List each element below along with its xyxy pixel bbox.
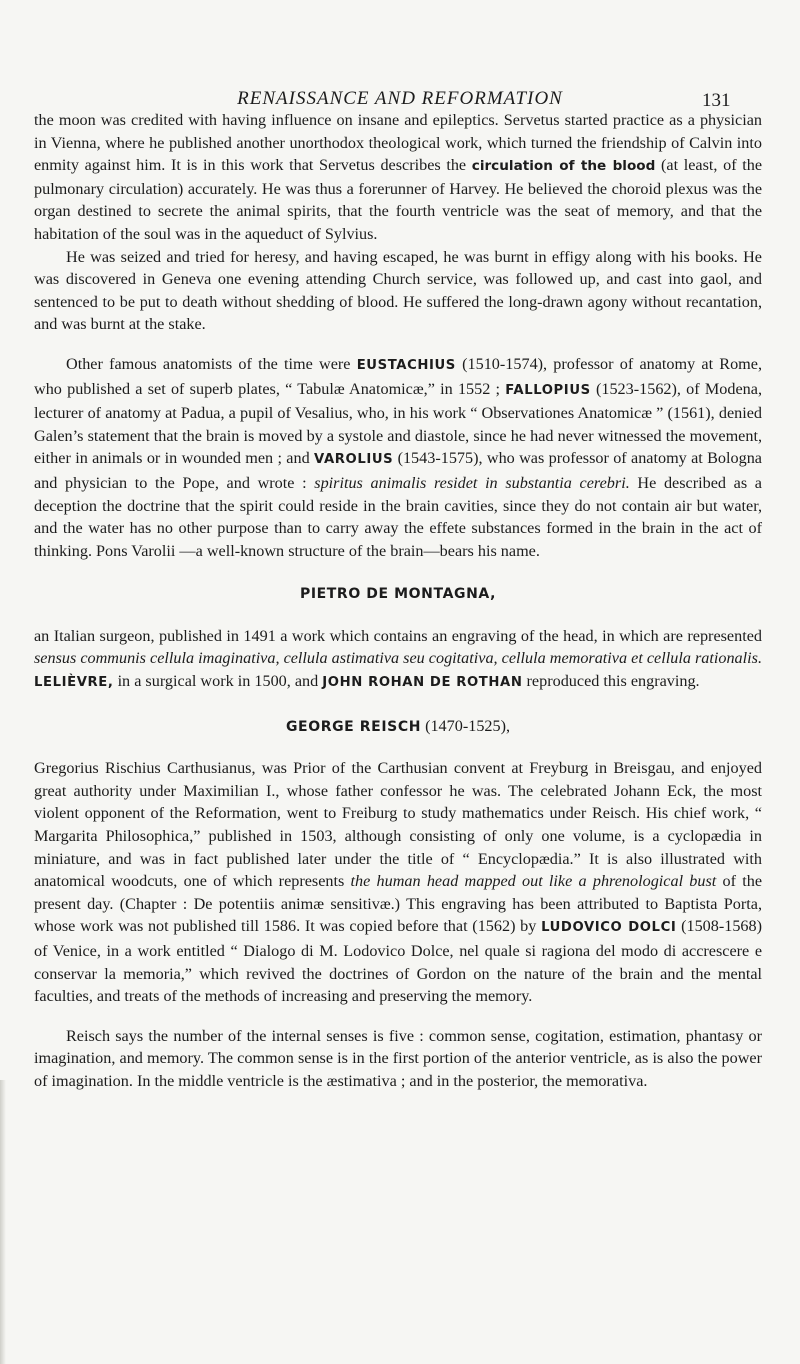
paragraph-reisch: Gregorius Rischius Carthusianus, was Prior of the Carthusian convent at Freyburg in Breisgau, and enjoyed great authority under Maximilian I., whose father confessor he was. The celebrated Johann Eck, the most violent opponent of the Reformation, went to Freiburg to study mathematics under Reisch. His chief work, “ Margarita Philosophica,” published in 1503, although consisting of only one volume, is a cyclopædia in miniature, and was in fact published later under the title of “ Encyclopædia.” It is also illustrated with anatomical woodcuts, one of which represents the human head mapped out like a phrenological bust of the present day. (Chapter : De potentiis animæ sensitivæ.) This engraving has been attributed to Baptista Porta, whose work was not published till 1586. It was copied before that (1562) by LUDOVICO DOLCI (1508-1568) of Venice, in a work entitled “ Dialogo di M. Lodovico Dolce, nel quale si ragiona del modo di accrescere e conservar la memoria,” which revived the doctrines of Gordon on the nature of the brain and the mental faculties, and treats of the methods of increasing and preserving the memory. bbox=[34, 759, 763, 1006]
section-heading-montagna: PIETRO DE MONTAGNA, bbox=[299, 586, 497, 603]
name-rohan: JOHN ROHAN DE ROTHAN bbox=[322, 675, 523, 691]
running-title: RENAISSANCE AND REFORMATION bbox=[237, 88, 563, 109]
body-text bbox=[34, 109, 762, 1093]
name-eustachius: EUSTACHIUS bbox=[356, 357, 456, 373]
latin-quote-varolius: spiritus animalis residet in substantia cerebri. bbox=[314, 473, 630, 492]
emphasis-circulation: circulation of the blood bbox=[471, 158, 656, 175]
paragraph-montagna: an Italian surgeon, published in 1491 a work which contains an engraving of the head, in which are represented sensus communis cellula imaginativa, cellula astimativa seu cogitativa, cellula memorativa et cellula rationalis. LELIÈVRE, in a surgical work in 1500, and JOHN ROHAN DE ROTHAN reproduced this engraving. bbox=[34, 626, 762, 691]
page-number: 131 bbox=[702, 90, 731, 111]
binding-edge-shadow bbox=[0, 1080, 6, 1364]
paragraph-servetus-circulation: the moon was credited with having influence on insane and epileptics. Servetus started practice as a physician in Vienna, where he published another unorthodox theological work, which turned the friendship of Calvin into enmity against him. It is in this work that Servetus describes the circulation of the blood (at least, of the pulmonary circulation) accurately. He was thus a forerunner of Harvey. He believed the choroid plexus was the organ destined to secrete the animal spirits, that the fourth ventricle was the seat of memory, and that the habitation of the soul was in the aqueduct of Sylvius. bbox=[34, 111, 763, 243]
latin-cellula-list: sensus communis cellula imaginativa, cellula astimativa seu cogitativa, cellula memorativa et cellula rationalis. bbox=[34, 649, 762, 668]
paragraph-servetus-execution: He was seized and tried for heresy, and having escaped, he was burnt in effigy along with his books. He was discovered in Geneva one evening attending Church service, was followed up, and cast into gaol, and sentenced to be put to death without shedding of blood. He suffered the long-drawn agony without recantation, and was burnt at the stake. bbox=[34, 247, 762, 334]
paragraph-other-anatomists: Other famous anatomists of the time were EUSTACHIUS (1510-1574), professor of anatomy at Rome, who published a set of superb plates, “ Tabulæ Anatomicæ,” in 1552 ; FALLOPIUS (1523-1562), of Modena, lecturer of anatomy at Padua, a pupil of Vesalius, who, in his work “ Observationes Anatomicæ ” (1561), denied Galen’s statement that the brain is moved by a systole and diastole, since he had never witnessed the movement, either in animals or in wounded men ; and VAROLIUS (1543-1575), who was professor of anatomy at Bologna and physician to the Pope, and wrote : spiritus animalis residet in substantia cerebri. He described as a deception the doctrine that the spirit could reside in the brain cavities, since they do not contain air but water, and the water has no other purpose than to carry away the effete substances formed in the brain in the act of thinking. Pons Varolii —a well-known structure of the brain—bears his name. bbox=[34, 354, 762, 560]
name-varolius: VAROLIUS bbox=[314, 452, 394, 468]
name-lelievre: LELIÈVRE, bbox=[34, 675, 114, 691]
paragraph-internal-senses: Reisch says the number of the internal senses is five : common sense, cogitation, estimation, phantasy or imagination, and memory. The common sense is in the first portion of the anterior ventricle, as is also the power of imagination. In the middle ventricle is the æstimativa ; and in the posterior, the memorativa. bbox=[34, 1026, 762, 1090]
phrenological-phrase: the human head mapped out like a phrenological bust bbox=[350, 872, 717, 891]
name-dolci: LUDOVICO DOLCI bbox=[541, 920, 677, 936]
name-fallopius: FALLOPIUS bbox=[505, 382, 591, 398]
section-heading-reisch: GEORGE REISCH (1470-1525), bbox=[285, 716, 511, 735]
